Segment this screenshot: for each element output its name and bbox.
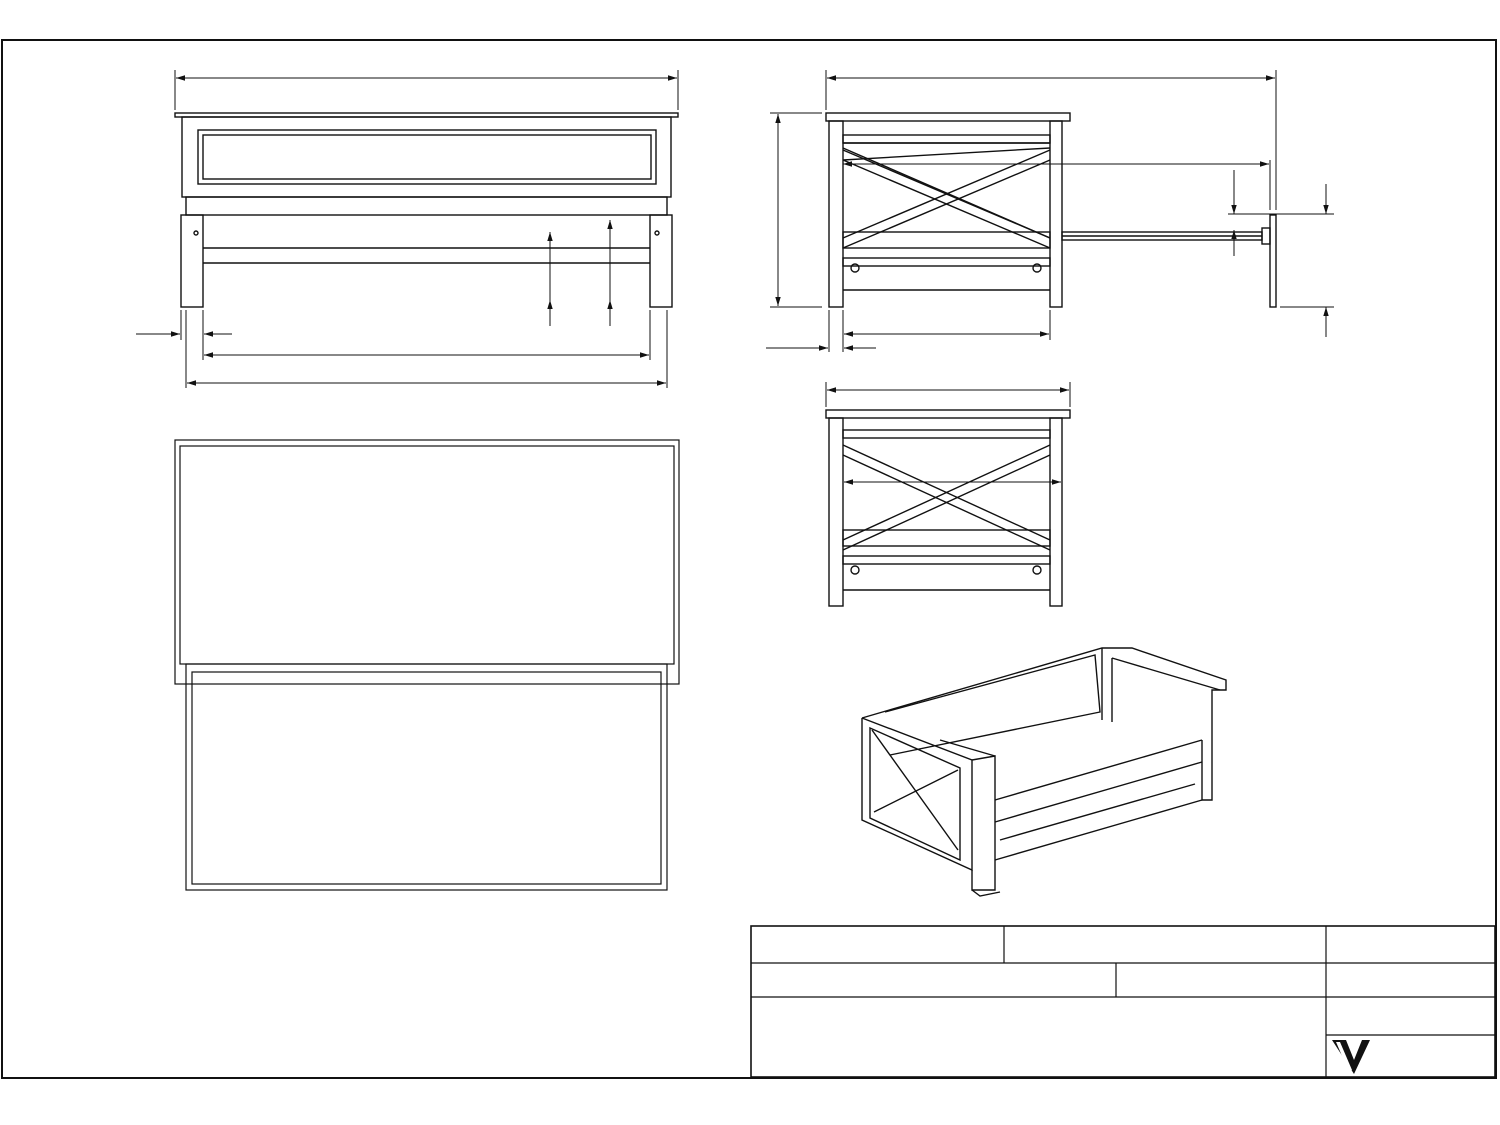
vipack-logo-icon bbox=[1332, 1040, 1370, 1074]
